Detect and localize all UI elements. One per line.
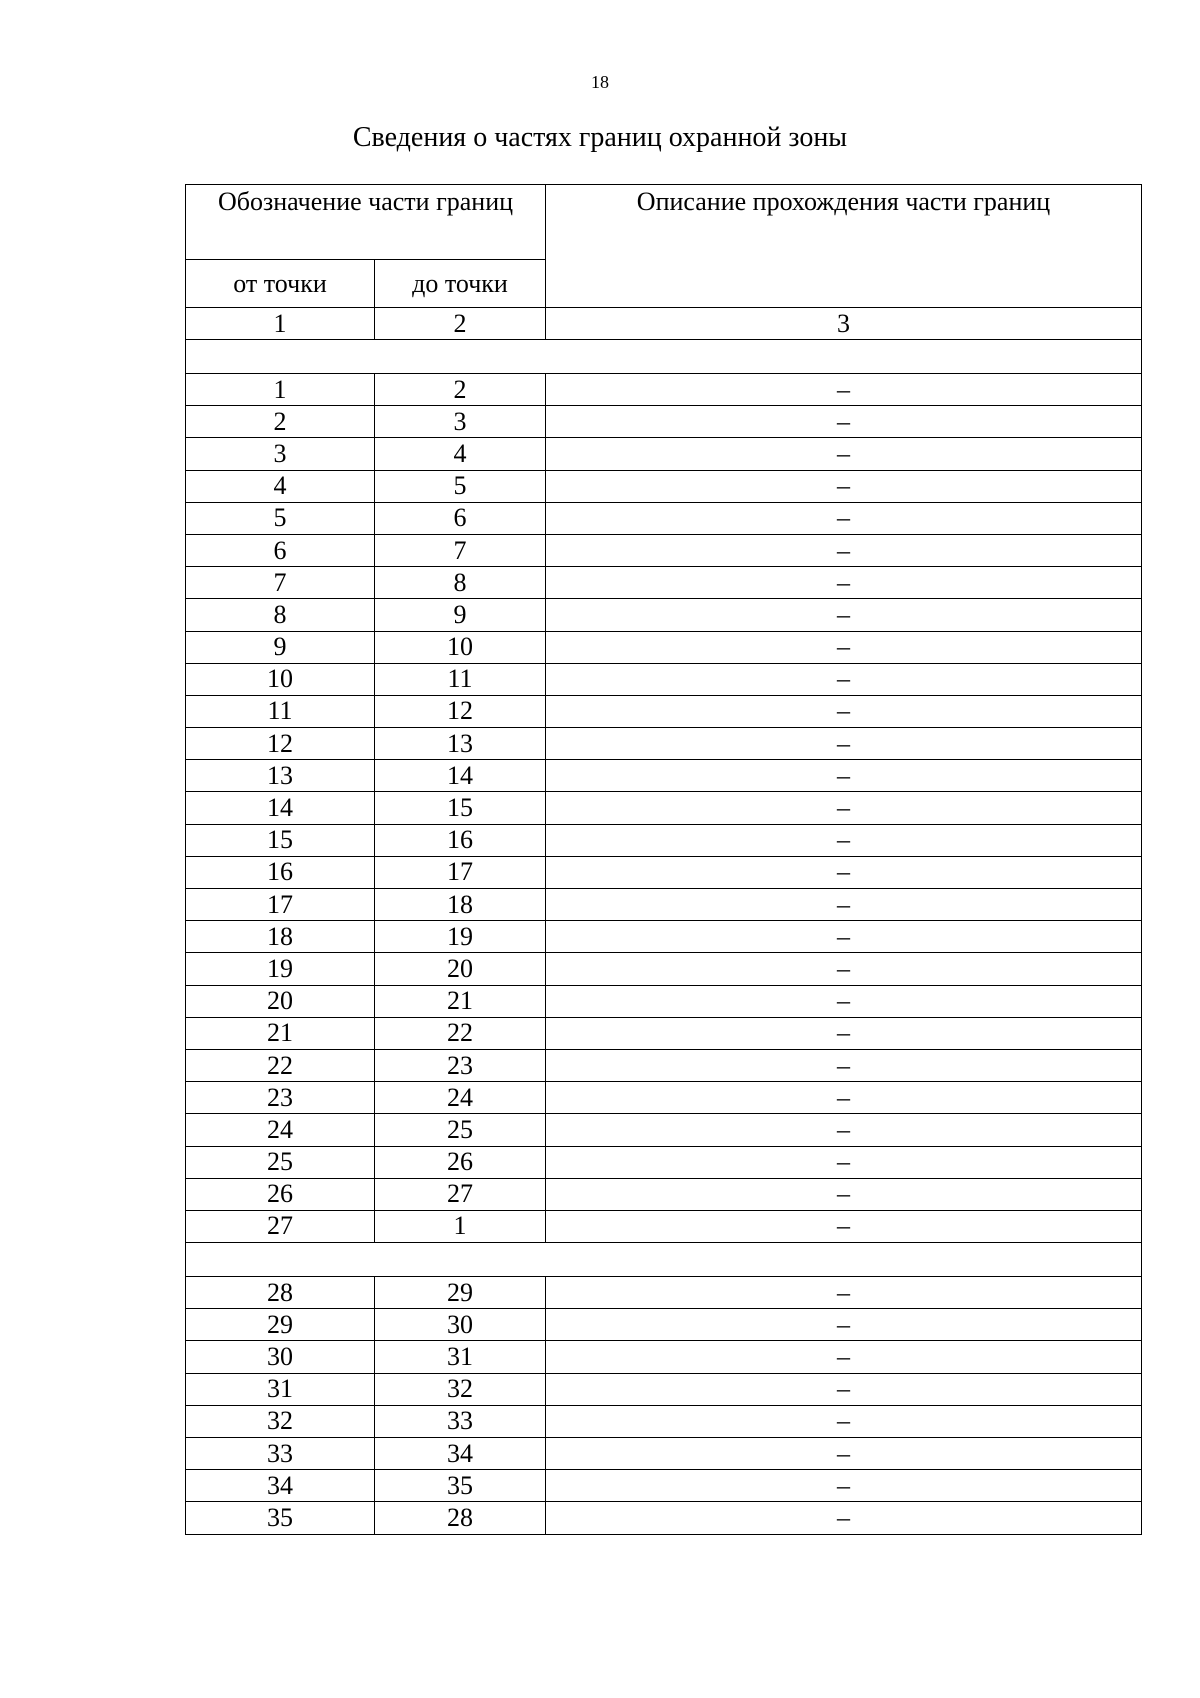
description-cell: – [546, 1438, 1142, 1470]
table-row [186, 1178, 1142, 1210]
from-point-cell: 21 [186, 1017, 375, 1049]
table-row [186, 695, 1142, 727]
to-point-cell: 4 [375, 438, 546, 470]
from-point-cell: 18 [186, 921, 375, 953]
from-point-cell: 5 [186, 502, 375, 534]
from-point-cell: 9 [186, 631, 375, 663]
table-row [186, 599, 1142, 631]
to-point-cell: 21 [375, 985, 546, 1017]
to-point-cell: 3 [375, 406, 546, 438]
description-cell: – [546, 631, 1142, 663]
description-cell: – [546, 728, 1142, 760]
column-number-row [186, 308, 1142, 340]
from-point-cell: 30 [186, 1341, 375, 1373]
to-point-cell: 12 [375, 695, 546, 727]
from-point-cell: 6 [186, 534, 375, 566]
table-row [186, 1277, 1142, 1309]
description-cell: – [546, 1210, 1142, 1242]
description-cell: – [546, 470, 1142, 502]
description-cell: – [546, 824, 1142, 856]
description-cell: – [546, 1017, 1142, 1049]
to-point-cell: 35 [375, 1470, 546, 1502]
table-row [186, 1470, 1142, 1502]
table-row [186, 985, 1142, 1017]
table-row [186, 374, 1142, 406]
from-point-cell: 26 [186, 1178, 375, 1210]
table-row [186, 534, 1142, 566]
from-point-cell: 34 [186, 1470, 375, 1502]
table-row [186, 406, 1142, 438]
table-row [186, 1438, 1142, 1470]
table-row [186, 792, 1142, 824]
description-cell: – [546, 1309, 1142, 1341]
from-point-cell: 22 [186, 1049, 375, 1081]
from-point-cell: 8 [186, 599, 375, 631]
table-body [186, 308, 1142, 1535]
to-point-cell: 20 [375, 953, 546, 985]
description-cell: – [546, 567, 1142, 599]
column-number-2: 2 [375, 308, 546, 340]
table-row [186, 1017, 1142, 1049]
to-point-cell: 23 [375, 1049, 546, 1081]
from-point-cell: 25 [186, 1146, 375, 1178]
table-row [186, 760, 1142, 792]
boundary-designation-header: Обозначение части границ [186, 185, 546, 260]
from-point-cell: 17 [186, 889, 375, 921]
to-point-cell: 6 [375, 502, 546, 534]
from-point-cell: 13 [186, 760, 375, 792]
from-point-cell: 12 [186, 728, 375, 760]
to-point-cell: 18 [375, 889, 546, 921]
to-point-cell: 15 [375, 792, 546, 824]
section-row [186, 1243, 1142, 1277]
table-row [186, 1405, 1142, 1437]
description-cell: – [546, 534, 1142, 566]
table-row [186, 502, 1142, 534]
from-point-cell: 31 [186, 1373, 375, 1405]
description-cell: – [546, 1146, 1142, 1178]
description-cell: – [546, 599, 1142, 631]
description-cell: – [546, 856, 1142, 888]
table-row [186, 1502, 1142, 1534]
table-row [186, 889, 1142, 921]
to-point-cell: 26 [375, 1146, 546, 1178]
to-point-cell: 34 [375, 1438, 546, 1470]
from-point-cell: 1 [186, 374, 375, 406]
from-point-cell: 19 [186, 953, 375, 985]
description-cell: – [546, 889, 1142, 921]
from-point-cell: 15 [186, 824, 375, 856]
from-point-cell: 33 [186, 1438, 375, 1470]
table-row [186, 856, 1142, 888]
to-point-cell: 16 [375, 824, 546, 856]
from-point-cell: 29 [186, 1309, 375, 1341]
from-point-cell: 23 [186, 1082, 375, 1114]
to-point-cell: 8 [375, 567, 546, 599]
page-number: 18 [591, 72, 609, 92]
description-cell: – [546, 502, 1142, 534]
description-cell: – [546, 985, 1142, 1017]
table-row [186, 1049, 1142, 1081]
to-point-cell: 2 [375, 374, 546, 406]
from-point-cell: 32 [186, 1405, 375, 1437]
to-point-cell: 22 [375, 1017, 546, 1049]
to-point-cell: 30 [375, 1309, 546, 1341]
from-point-cell: 10 [186, 663, 375, 695]
from-point-cell: 14 [186, 792, 375, 824]
description-cell: – [546, 1178, 1142, 1210]
to-point-cell: 24 [375, 1082, 546, 1114]
to-point-cell: 5 [375, 470, 546, 502]
boundary-parts-table [185, 184, 1142, 1535]
description-cell: – [546, 760, 1142, 792]
to-point-cell: 29 [375, 1277, 546, 1309]
to-point-cell: 25 [375, 1114, 546, 1146]
table-row [186, 1082, 1142, 1114]
table-row [186, 631, 1142, 663]
description-cell: – [546, 1405, 1142, 1437]
document-title: Сведения о частях границ охранной зоны [352, 122, 848, 153]
from-point-cell: 7 [186, 567, 375, 599]
to-point-cell: 10 [375, 631, 546, 663]
to-point-cell: 11 [375, 663, 546, 695]
table-row [186, 1341, 1142, 1373]
from-point-cell: 24 [186, 1114, 375, 1146]
description-cell: – [546, 438, 1142, 470]
table-row [186, 728, 1142, 760]
description-cell: – [546, 1082, 1142, 1114]
to-point-cell: 31 [375, 1341, 546, 1373]
from-point-cell: 2 [186, 406, 375, 438]
from-point-cell: 20 [186, 985, 375, 1017]
description-cell: – [546, 1470, 1142, 1502]
to-point-cell: 1 [375, 1210, 546, 1242]
table-row [186, 567, 1142, 599]
table-row [186, 663, 1142, 695]
description-cell: – [546, 1341, 1142, 1373]
to-point-cell: 27 [375, 1178, 546, 1210]
description-cell: – [546, 953, 1142, 985]
to-point-cell: 13 [375, 728, 546, 760]
table-row [186, 1373, 1142, 1405]
description-cell: – [546, 792, 1142, 824]
section-row [186, 340, 1142, 374]
from-point-cell: 16 [186, 856, 375, 888]
table-row [186, 1114, 1142, 1146]
from-point-cell: 35 [186, 1502, 375, 1534]
section-label [186, 340, 1142, 374]
to-point-cell: 33 [375, 1405, 546, 1437]
description-cell: – [546, 374, 1142, 406]
column-number-1: 1 [186, 308, 375, 340]
to-point-cell: 32 [375, 1373, 546, 1405]
from-point-cell: 27 [186, 1210, 375, 1242]
table-row [186, 824, 1142, 856]
description-cell: – [546, 406, 1142, 438]
description-cell: – [546, 1502, 1142, 1534]
description-header: Описание прохождения части границ [546, 185, 1142, 308]
description-cell: – [546, 1114, 1142, 1146]
table-row [186, 921, 1142, 953]
description-cell: – [546, 1373, 1142, 1405]
from-point-cell: 11 [186, 695, 375, 727]
to-point-cell: 7 [375, 534, 546, 566]
description-cell: – [546, 1049, 1142, 1081]
to-point-cell: 17 [375, 856, 546, 888]
column-number-3: 3 [546, 308, 1142, 340]
table-row [186, 1210, 1142, 1242]
from-point-cell: 3 [186, 438, 375, 470]
description-cell: – [546, 663, 1142, 695]
description-cell: – [546, 921, 1142, 953]
from-point-cell: 28 [186, 1277, 375, 1309]
description-cell: – [546, 1277, 1142, 1309]
to-point-cell: 14 [375, 760, 546, 792]
table-row [186, 438, 1142, 470]
to-point-cell: 9 [375, 599, 546, 631]
section-label [186, 1243, 1142, 1277]
table-row [186, 953, 1142, 985]
from-point-header: от точки [186, 260, 375, 308]
to-point-cell: 19 [375, 921, 546, 953]
table-row [186, 470, 1142, 502]
table-row [186, 1309, 1142, 1341]
from-point-cell: 4 [186, 470, 375, 502]
to-point-cell: 28 [375, 1502, 546, 1534]
to-point-header: до точки [375, 260, 546, 308]
description-cell: – [546, 695, 1142, 727]
table-header-row [186, 185, 1142, 260]
table-row [186, 1146, 1142, 1178]
